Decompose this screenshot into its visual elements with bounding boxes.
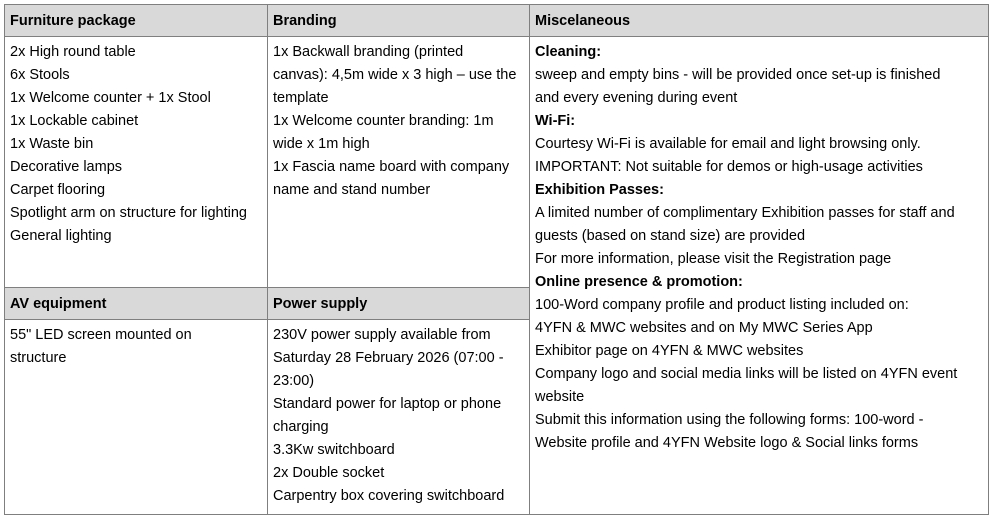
online-presence-heading: Online presence & promotion: (535, 274, 743, 290)
text-line: 23:00) (273, 373, 315, 389)
text-line: canvas): 4,5m wide x 3 high – use the (273, 67, 517, 83)
list-item: Carpet flooring (10, 182, 106, 198)
furniture-list (4, 36, 268, 288)
text-line: Company logo and social media links will be listed on 4YFN event (535, 366, 958, 382)
text-line: sweep and empty bins - will be provided once set-up is finished (535, 67, 941, 83)
text-line: template (273, 90, 329, 106)
power-list (267, 319, 530, 515)
text-line: Saturday 28 February 2026 (07:00 - (273, 350, 504, 366)
av-list (4, 319, 268, 515)
av-header: AV equipment (4, 287, 268, 320)
text-line: 1x Backwall branding (printed (273, 44, 464, 60)
stand-package-table (4, 4, 989, 515)
text-line: Exhibitor page on 4YFN & MWC websites (535, 343, 804, 359)
text-line: 1x Welcome counter branding: 1m (273, 113, 494, 129)
text-line: website (535, 389, 585, 405)
misc-list (529, 36, 989, 515)
text-line: and every evening during event (535, 90, 738, 106)
text-line: name and stand number (273, 182, 431, 198)
text-line: 100-Word company profile and product listing included on: (535, 297, 909, 313)
text-line: charging (273, 419, 329, 435)
text-line: For more information, please visit the Registration page (535, 251, 892, 267)
text-line: Submit this information using the following forms: 100-word - (535, 412, 924, 428)
text-line: Website profile and 4YFN Website logo & Social links forms (535, 435, 919, 451)
text-line: wide x 1m high (273, 136, 370, 152)
list-item: General lighting (10, 228, 112, 244)
cleaning-heading: Cleaning: (535, 44, 602, 60)
text-line: 3.3Kw switchboard (273, 442, 395, 458)
text-line: 4YFN & MWC websites and on My MWC Series App (535, 320, 873, 336)
text-line: IMPORTANT: Not suitable for demos or high-usage activities (535, 159, 923, 175)
exhibition-passes-heading: Exhibition Passes: (535, 182, 664, 198)
list-item: Decorative lamps (10, 159, 123, 175)
branding-list (267, 36, 530, 288)
power-header: Power supply (267, 287, 530, 320)
text-line: structure (10, 350, 67, 366)
text-line: 2x Double socket (273, 465, 385, 481)
list-item: 6x Stools (10, 67, 70, 83)
wifi-heading: Wi-Fi: (535, 113, 576, 129)
text-line: Carpentry box covering switchboard (273, 488, 505, 504)
text-line: 55" LED screen mounted on (10, 327, 192, 343)
text-line: 230V power supply available from (273, 327, 491, 343)
list-item: 1x Lockable cabinet (10, 113, 139, 129)
text-line: Courtesy Wi-Fi is available for email and light browsing only. (535, 136, 921, 152)
list-item: 1x Welcome counter + 1x Stool (10, 90, 211, 106)
list-item: Spotlight arm on structure for lighting (10, 205, 247, 221)
furniture-header: Furniture package (4, 4, 268, 37)
text-line: A limited number of complimentary Exhibition passes for staff and (535, 205, 955, 221)
list-item: 2x High round table (10, 44, 136, 60)
text-line: guests (based on stand size) are provided (535, 228, 806, 244)
misc-header: Miscelaneous (529, 4, 989, 37)
list-item: 1x Waste bin (10, 136, 94, 152)
text-line: Standard power for laptop or phone (273, 396, 502, 412)
branding-header: Branding (267, 4, 530, 37)
text-line: 1x Fascia name board with company (273, 159, 510, 175)
